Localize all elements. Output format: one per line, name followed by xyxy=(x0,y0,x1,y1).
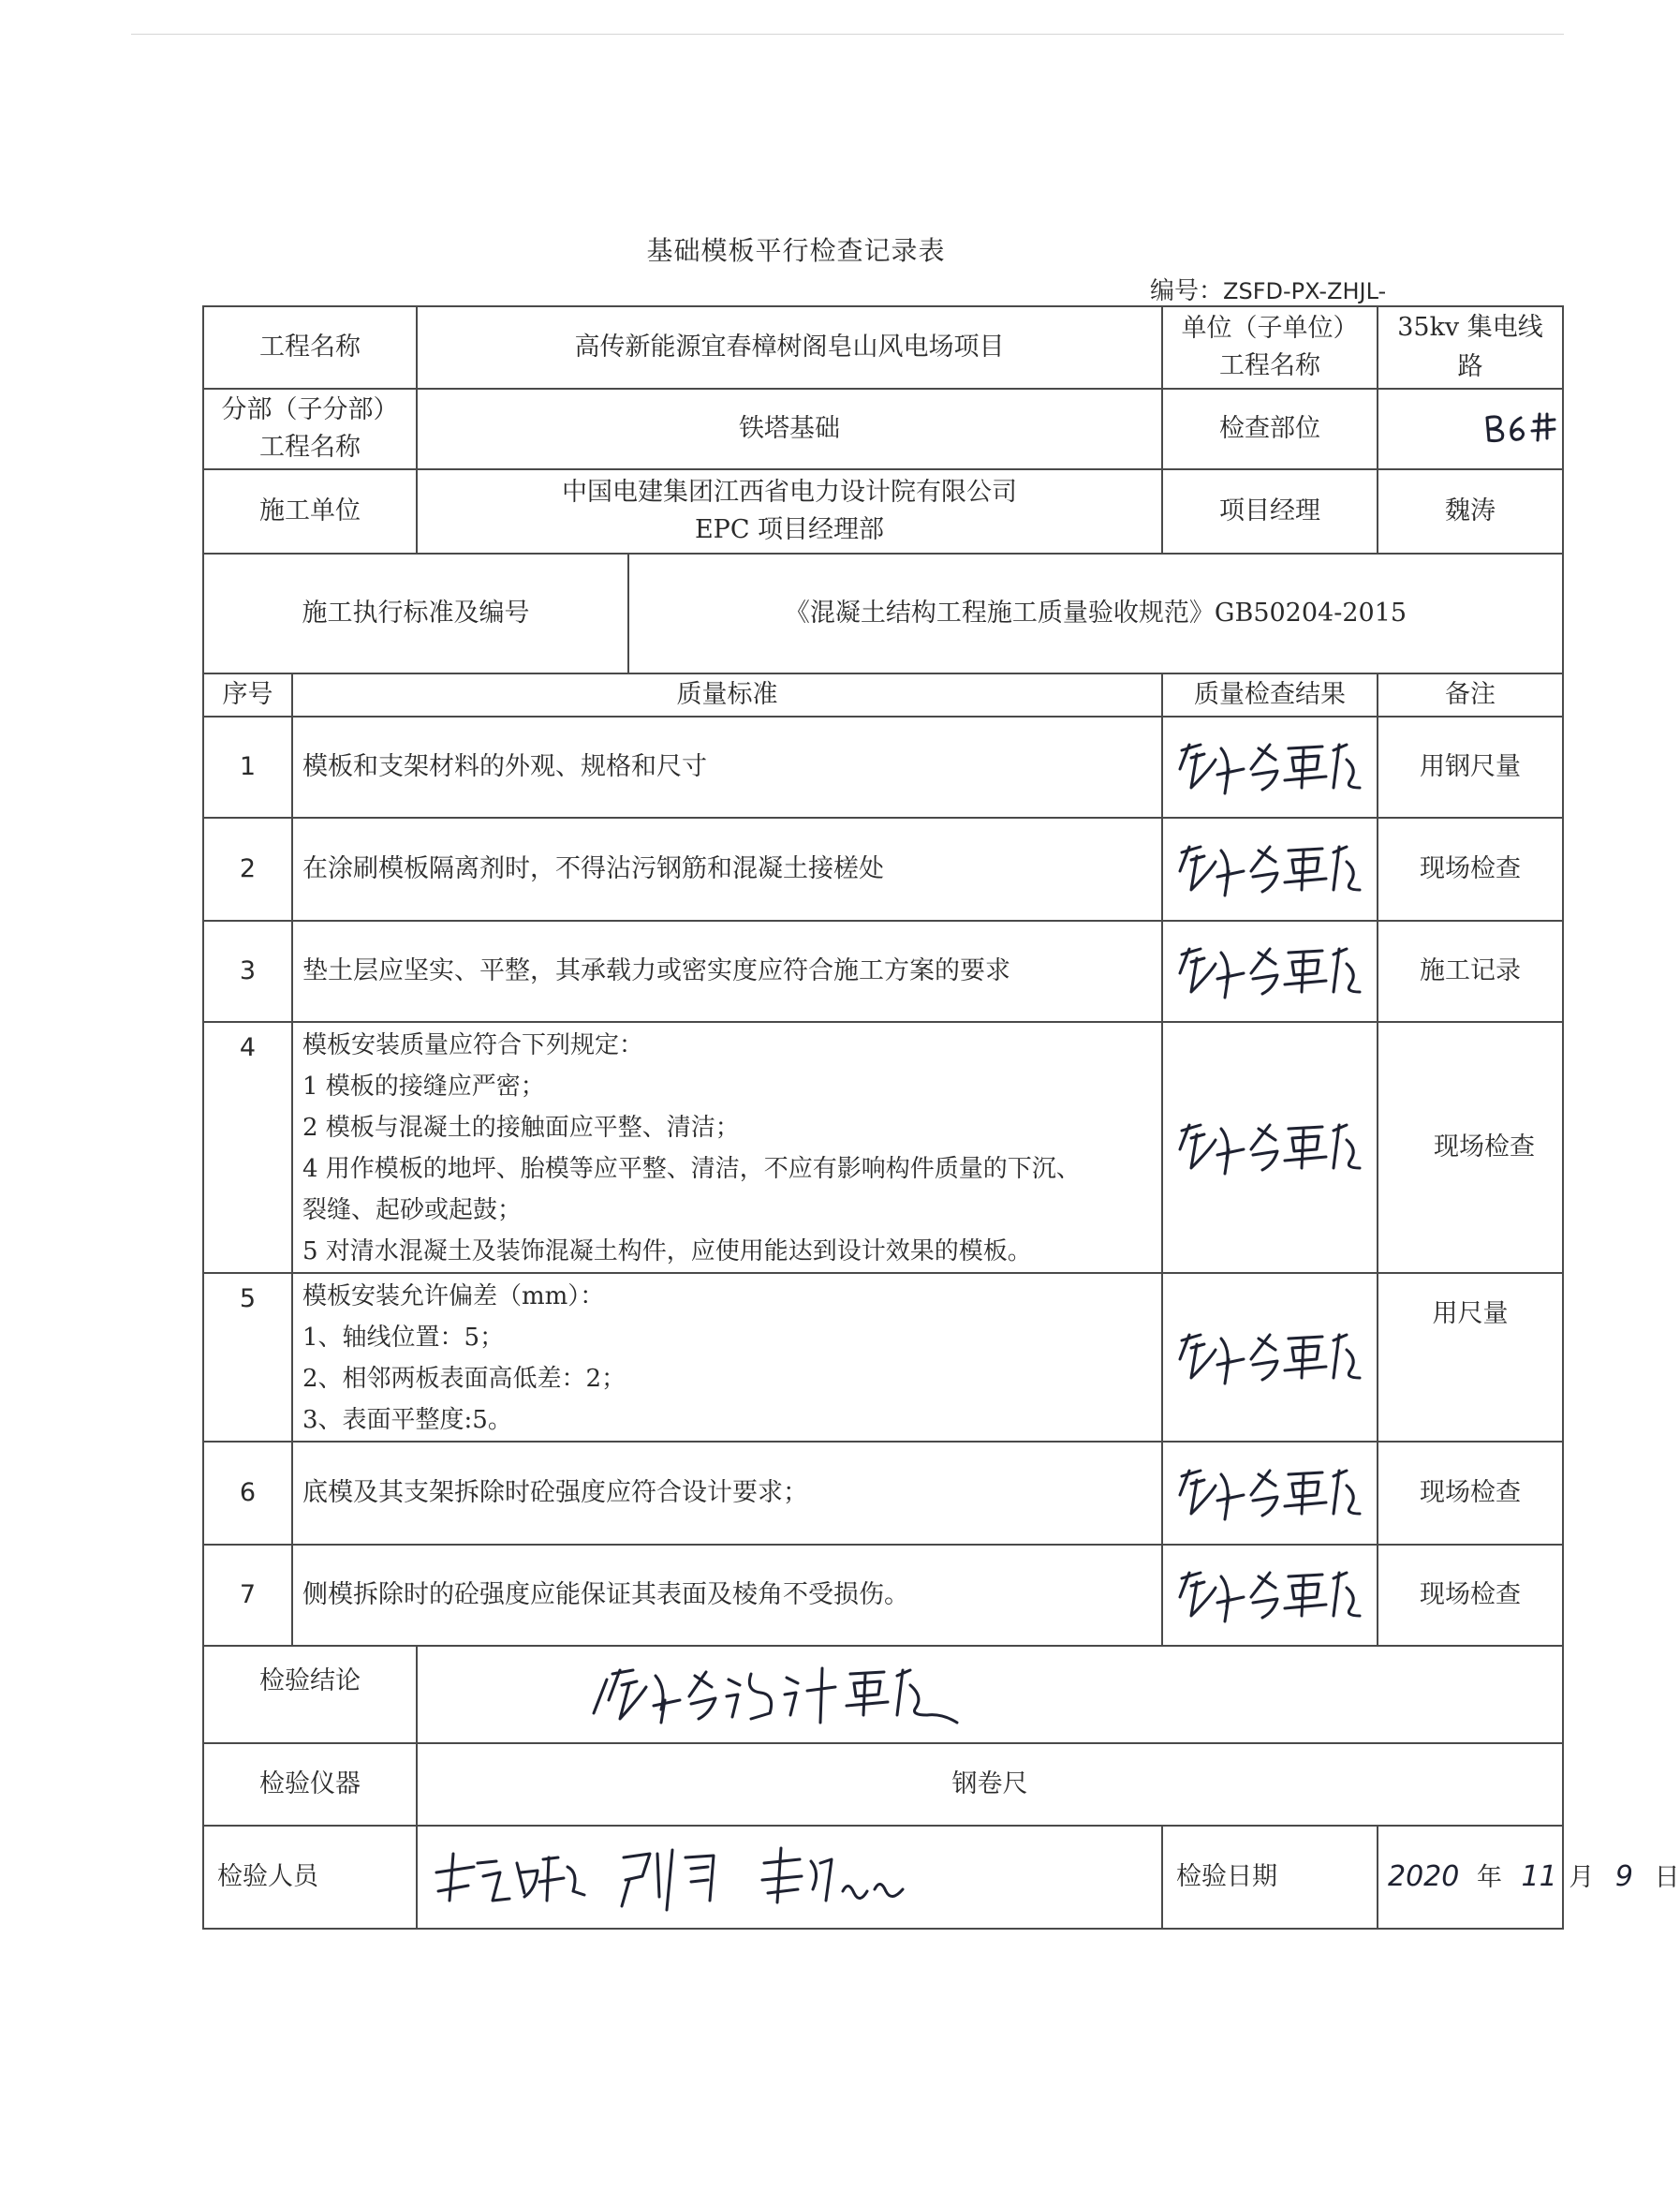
date-year: 2020 xyxy=(1388,1859,1460,1893)
inspect-part-label: 检查部位 xyxy=(1162,389,1378,469)
item-result xyxy=(1162,1022,1378,1273)
item-row xyxy=(203,1442,1563,1545)
item-result-handwriting xyxy=(1172,732,1369,803)
item-result-handwriting xyxy=(1172,936,1369,1007)
inspectors-signature-handwriting xyxy=(427,1835,923,1919)
item-row xyxy=(203,1022,1563,1273)
row-column-headers xyxy=(203,673,1563,717)
doc-no-label: 编号： xyxy=(1150,277,1224,305)
item-standard-line: 5 对清水混凝土及装饰混凝土构件，应使用能达到设计效果的模板。 xyxy=(302,1237,1032,1265)
row-instrument xyxy=(203,1743,1563,1826)
item-result xyxy=(1162,717,1378,818)
date-day: 9 xyxy=(1614,1859,1634,1893)
inspection-form-table xyxy=(202,305,1680,1930)
date-month: 11 xyxy=(1521,1859,1557,1893)
item-standard-line: 2、相邻两板表面高低差：2； xyxy=(302,1365,626,1393)
item-row xyxy=(203,1545,1563,1646)
item-no: 4 xyxy=(203,1022,292,1273)
contractor-label: 施工单位 xyxy=(203,469,417,554)
instrument-value: 钢卷尺 xyxy=(417,1743,1563,1826)
item-result xyxy=(1162,1273,1378,1442)
scan-edge-line xyxy=(131,34,1564,35)
item-result-handwriting xyxy=(1172,1458,1369,1529)
col-header-no: 序号 xyxy=(203,673,292,717)
document-number xyxy=(1150,272,1386,306)
item-standard: 侧模拆除时的砼强度应能保证其表面及棱角不受损伤。 xyxy=(292,1545,1162,1646)
col-header-result: 质量检查结果 xyxy=(1162,673,1378,717)
row-project-name xyxy=(203,306,1563,389)
date-value xyxy=(1378,1826,1680,1929)
conclusion-value xyxy=(417,1646,1563,1743)
item-no: 3 xyxy=(203,921,292,1022)
conclusion-label: 检验结论 xyxy=(203,1646,417,1743)
conclusion-handwriting xyxy=(586,1657,998,1732)
item-no: 1 xyxy=(203,717,292,818)
item-standard-line: 1、轴线位置：5； xyxy=(302,1324,505,1352)
row-conclusion xyxy=(203,1646,1563,1743)
item-remark: 现场检查 xyxy=(1378,818,1563,921)
item-row xyxy=(203,818,1563,921)
manager-value: 魏涛 xyxy=(1378,469,1563,554)
contractor-line2: EPC 项目经理部 xyxy=(694,515,885,544)
item-standard-line: 模板安装允许偏差（mm）： xyxy=(302,1282,605,1310)
item-remark: 现场检查 xyxy=(1378,1442,1563,1545)
item-result-handwriting xyxy=(1172,834,1369,905)
item-standard-line: 裂缝、起砂或起鼓； xyxy=(302,1196,523,1224)
item-no: 7 xyxy=(203,1545,292,1646)
item-standard-line: 4 用作模板的地坪、胎模等应平整、清洁，不应有影响构件质量的下沉、 xyxy=(302,1155,1081,1183)
project-name-value: 高传新能源宜春樟树阁皂山风电场项目 xyxy=(417,306,1162,389)
item-standard-line: 2 模板与混凝土的接触面应平整、清洁； xyxy=(302,1114,740,1142)
date-label: 检验日期 xyxy=(1162,1826,1378,1929)
date-month-unit: 月 xyxy=(1569,1862,1595,1892)
contractor-line1: 中国电建集团江西省电力设计院有限公司 xyxy=(562,478,1017,507)
unit-project-label: 单位（子单位）工程名称 xyxy=(1162,306,1378,389)
item-standard: 在涂刷模板隔离剂时，不得沾污钢筋和混凝土接槎处 xyxy=(292,818,1162,921)
item-row xyxy=(203,717,1563,818)
item-remark: 现场检查 xyxy=(1378,1022,1563,1273)
contractor-value xyxy=(417,469,1162,554)
inspect-part-value xyxy=(1378,389,1563,469)
item-result xyxy=(1162,1545,1378,1646)
col-header-standard: 质量标准 xyxy=(292,673,1162,717)
doc-no-value: ZSFD-PX-ZHJL- xyxy=(1223,278,1387,304)
item-standard xyxy=(292,1022,1162,1273)
page-title: 基础模板平行检查记录表 xyxy=(646,235,946,266)
date-day-unit: 日 xyxy=(1654,1862,1680,1892)
item-no: 2 xyxy=(203,818,292,921)
item-standard: 垫土层应坚实、平整，其承载力或密实度应符合施工方案的要求 xyxy=(292,921,1162,1022)
item-remark: 现场检查 xyxy=(1378,1545,1563,1646)
sub-project-value: 铁塔基础 xyxy=(417,389,1162,469)
col-header-remark: 备注 xyxy=(1378,673,1563,717)
row-inspectors xyxy=(203,1826,1563,1929)
standard-value: 《混凝土结构工程施工质量验收规范》GB50204-2015 xyxy=(628,554,1563,673)
sub-project-label: 分部（子分部）工程名称 xyxy=(203,389,417,469)
item-standard: 底模及其支架拆除时砼强度应符合设计要求； xyxy=(292,1442,1162,1545)
item-standard: 模板和支架材料的外观、规格和尺寸 xyxy=(292,717,1162,818)
item-row xyxy=(203,921,1563,1022)
item-remark: 施工记录 xyxy=(1378,921,1563,1022)
unit-project-value: 35kv 集电线路 xyxy=(1378,306,1563,389)
standard-label: 施工执行标准及编号 xyxy=(203,554,628,673)
item-no: 5 xyxy=(203,1273,292,1442)
row-contractor xyxy=(203,469,1563,554)
item-row xyxy=(203,1273,1563,1442)
item-remark: 用尺量 xyxy=(1378,1273,1563,1442)
item-result-handwriting xyxy=(1172,1110,1369,1185)
item-standard xyxy=(292,1273,1162,1442)
inspectors-label: 检验人员 xyxy=(203,1826,417,1929)
item-result xyxy=(1162,921,1378,1022)
item-result xyxy=(1162,818,1378,921)
item-result-handwriting xyxy=(1172,1320,1369,1395)
item-result-handwriting xyxy=(1172,1560,1369,1631)
project-name-label: 工程名称 xyxy=(203,306,417,389)
item-no: 6 xyxy=(203,1442,292,1545)
row-sub-project xyxy=(203,389,1563,469)
inspect-part-handwriting xyxy=(1481,410,1556,448)
inspectors-signatures xyxy=(417,1826,1162,1929)
date-year-unit: 年 xyxy=(1476,1862,1502,1892)
item-standard-line: 3、表面平整度:5。 xyxy=(302,1406,512,1434)
item-result xyxy=(1162,1442,1378,1545)
row-standard xyxy=(203,554,1563,673)
instrument-label: 检验仪器 xyxy=(203,1743,417,1826)
item-remark: 用钢尺量 xyxy=(1378,717,1563,818)
item-standard-line: 模板安装质量应符合下列规定： xyxy=(302,1031,644,1059)
item-standard-line: 1 模板的接缝应严密； xyxy=(302,1073,545,1101)
manager-label: 项目经理 xyxy=(1162,469,1378,554)
